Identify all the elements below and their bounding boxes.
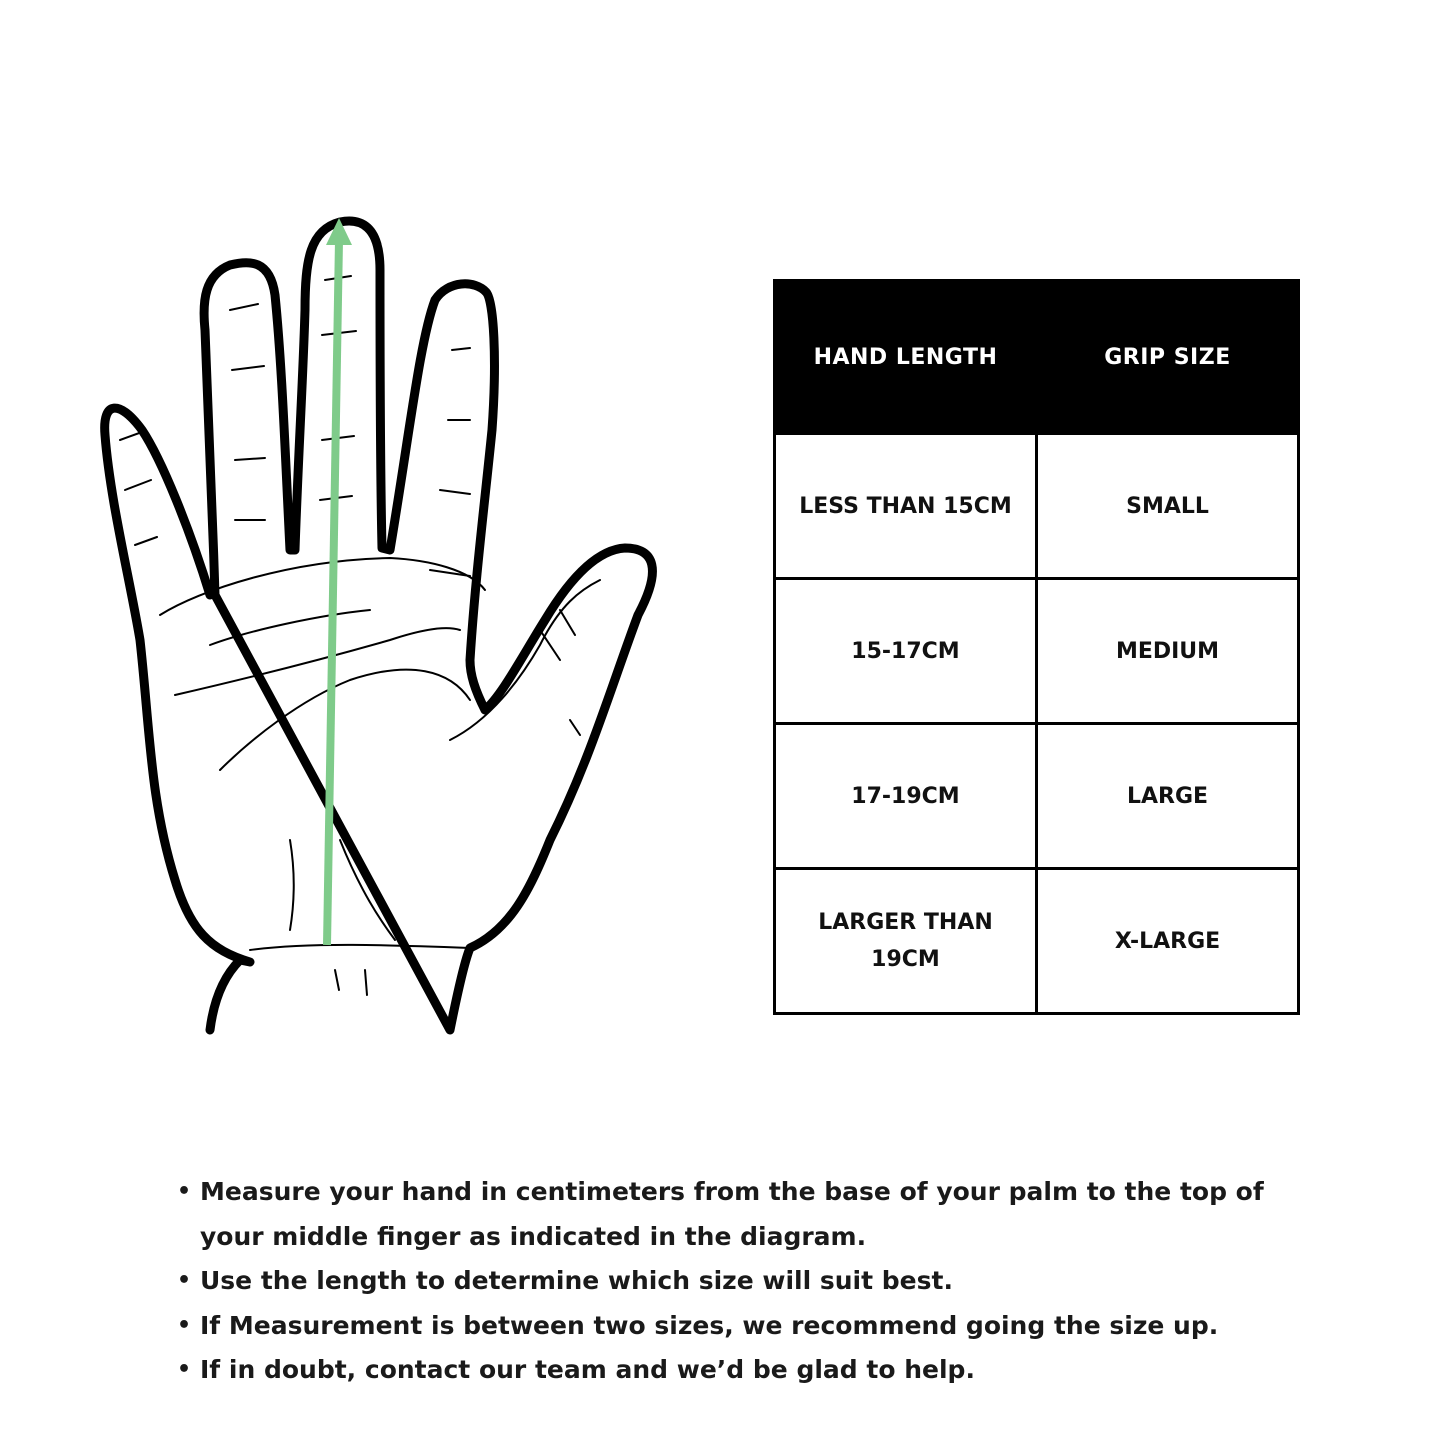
- grip-size-cell: LARGE: [1037, 724, 1299, 869]
- hand-length-cell: 15-17CM: [775, 579, 1037, 724]
- size-chart-table: [773, 279, 1300, 1015]
- instruction-text: If Measurement is between two sizes, we recommend going the size up.: [200, 1310, 1219, 1340]
- table-header-row: [775, 281, 1299, 434]
- hand-drawing: [90, 200, 670, 1050]
- hand-length-cell: LESS THAN 15CM: [775, 434, 1037, 579]
- list-item: [175, 1259, 1325, 1304]
- table-row: [775, 724, 1299, 869]
- grip-size-cell: MEDIUM: [1037, 579, 1299, 724]
- hand-length-cell: 17-19CM: [775, 724, 1037, 869]
- grip-size-cell: X-LARGE: [1037, 869, 1299, 1014]
- instruction-text: If in doubt, contact our team and we’d be glad to help.: [200, 1355, 975, 1384]
- hand-length-header: HAND LENGTH: [775, 281, 1037, 434]
- table-row: [775, 869, 1299, 1014]
- table-row: [775, 434, 1299, 579]
- list-item: [175, 1348, 1325, 1393]
- instruction-text: Measure your hand in centimeters from the base of your palm to the top of your middle finger as indicated in the diagram.: [200, 1177, 1264, 1251]
- grip-size-cell: SMALL: [1037, 434, 1299, 579]
- bullet-icon: •: [177, 1268, 192, 1293]
- instruction-text: Use the length to determine which size will suit best.: [200, 1266, 953, 1295]
- grip-size-header: GRIP SIZE: [1037, 281, 1299, 434]
- list-item: [175, 1304, 1325, 1349]
- table-row: [775, 579, 1299, 724]
- hand-length-cell: LARGER THAN 19CM: [775, 869, 1037, 1014]
- bullet-icon: •: [177, 1357, 192, 1382]
- instructions-list: [175, 1170, 1325, 1393]
- hand-illustration: [90, 200, 670, 1050]
- bullet-icon: •: [177, 1312, 192, 1338]
- bullet-icon: •: [177, 1179, 192, 1204]
- list-item: [175, 1170, 1325, 1259]
